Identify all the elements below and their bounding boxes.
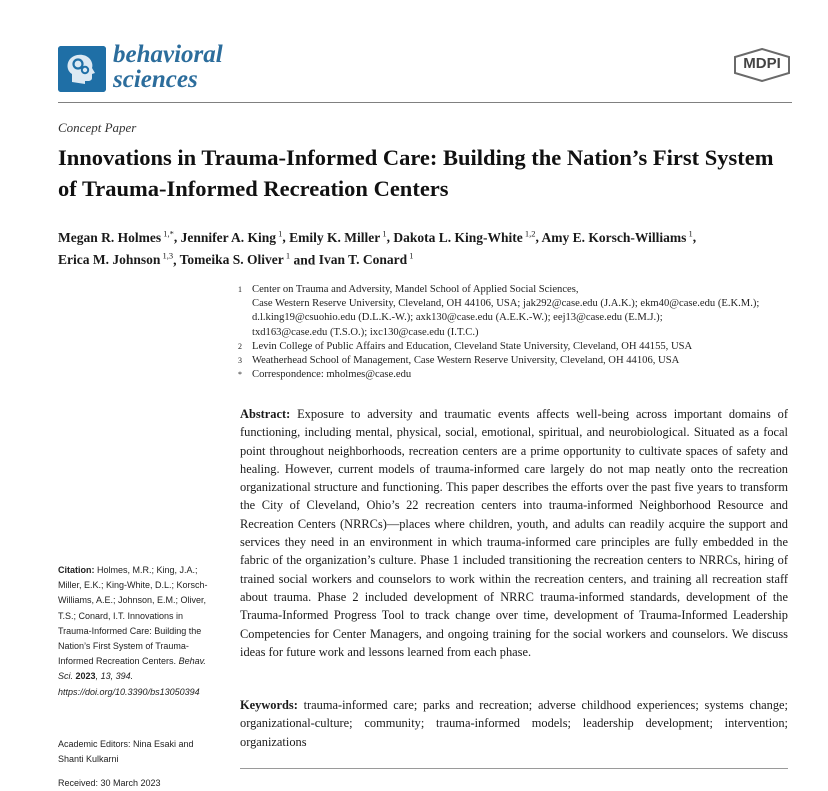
author-name: Emily K. Miller [289,229,381,245]
author-separator: , [282,229,290,245]
citation-block [58,563,218,700]
journal-name-line1: behavioral [113,41,223,68]
author-name: Tomeika S. Oliver [179,252,284,267]
author-separator: and [290,252,319,267]
citation-label: Citation: [58,565,95,575]
author-affiliation-sup: 1 [407,250,414,261]
keywords [240,696,788,751]
author[interactable] [180,252,291,267]
affiliation-item [238,354,808,368]
affiliation-mark: * [238,370,242,380]
author[interactable] [58,230,174,245]
citation-year: 2023 [75,671,96,682]
author-name: Jennifer A. King [180,229,276,245]
publisher-logo [732,48,792,82]
author-name: Amy E. Korsch-Williams [541,229,687,245]
academic-editors: Academic Editors: Nina Esaki and Shanti Kulkarni [58,739,194,765]
author-name: Dakota L. King-White [393,229,523,245]
abstract-text: Exposure to adversity and traumatic events affects well-being across important domains of functioning, including mental, physical, social, emotional, spiritual, and neurobiological. Situated as a focal point throughout neighborhoods, recreation centers are a prime opportunity to cultivate spaces of safety and healing. However, current models of trauma-informed care largely do not map neatly onto the recreation organizational structure and functioning. This paper describes the efforts over the past five years to transform the City of Cleveland, Ohio’s 22 recreation centers into trauma-informed Neighborhood Resource and Recreation Centers (NRRCs)—places where children, youth, and adults can readily acquire the support and services they need in an environment in which trauma-informed care principles are fully embedded in the fabric of the organization’s culture. Phase 1 included transitioning the recreation centers to NRRCs, hiring of trained social workers and counselors to work within the recreation centers, and training all recreation staff about trauma. Phase 2 included development of NRRC trauma-informed standards, development of the Trauma-Informed Progress Tool to track change over time, development of Trauma-Informed Leadership Competencies for Center Managers, and ongoing training for the social workers and counselors. We discuss ideas for future work and lessons learned from each phase. [240,407,788,659]
journal-logo-icon [58,46,106,92]
journal-name [113,42,223,92]
affiliation-line: d.l.king19@csuohio.edu (D.L.K.-W.); axk130@case.edu (A.E.K.-W.); eej13@case.edu (E.M.J.); [252,312,663,324]
affiliation-line: Weatherhead School of Management, Case Western Reserve University, Cleveland, OH 44106, USA [252,355,680,367]
keywords-label: Keywords: [240,698,298,712]
author-name: Ivan T. Conard [318,252,408,267]
author[interactable] [393,230,535,245]
section-divider [240,768,788,769]
author-affiliation-sup: 1,* [161,228,174,238]
author-separator: , [386,229,394,245]
abstract [240,405,788,661]
author-separator: , [173,229,181,245]
affiliation-line: Correspondence: mholmes@case.edu [252,369,412,381]
author-separator: , [535,229,542,245]
citation-text: Holmes, M.R.; King, J.A.; Miller, E.K.; King-White, D.L.; Korsch-Williams, A.E.; Johnson, E.M.; Oliver, T.S.; Conard, I.T. Innovations in Trauma-Informed Care: Building the Nation’s First System of Trauma-Informed Recreation Centers. [58,565,208,667]
author-affiliation-sup: 1,3 [160,250,174,261]
author[interactable] [181,230,283,245]
author[interactable] [319,252,414,267]
affiliation-item [238,368,808,382]
author-affiliation-sup: 1,2 [522,228,536,238]
affiliation-item [238,340,808,354]
head-gears-icon [58,46,106,92]
affiliation-line: txd163@case.edu (T.S.O.); ixc130@case.edu (I.T.C.) [252,326,479,338]
affiliation-line: Center on Trauma and Adversity, Mandel School of Applied Social Sciences, [252,284,579,295]
publisher-name: MDPI [743,55,781,72]
journal-name-line2: sciences [113,66,198,93]
affiliation-line: Levin College of Public Affairs and Education, Cleveland State University, Cleveland, OH 44155, USA [252,340,693,352]
abstract-label: Abstract: [240,407,291,421]
article-type: Concept Paper [58,120,137,135]
keywords-text: trauma-informed care; parks and recreation; adverse childhood experiences; systems change; organizational-culture; community; trauma-informed models; leadership development; intervention; organizations [240,698,788,749]
affiliation-mark: 3 [238,356,242,366]
author-affiliation-sup: 1 [283,250,291,261]
author[interactable] [289,230,386,245]
affiliation-text [252,354,808,368]
affiliation-line: Case Western Reserve University, Cleveland, OH 44106, USA; jak292@case.edu (J.A.K.); ekm40@case.edu (E.K.M.); [252,298,760,310]
author-separator: , [692,229,697,245]
citation-journal: Behav. Sci. [58,656,206,682]
affiliation-item [238,283,808,340]
affiliation-mark: 1 [238,285,242,294]
affiliation-text [252,340,808,354]
page-title: Innovations in Trauma-Informed Care: Building the Nation’s First System of Trauma-Informed Recreation Centers [58,145,774,201]
author-affiliation-sup: 1 [686,228,693,238]
author-affiliation-sup: 1 [276,228,283,238]
author-affiliation-sup: 1 [380,228,387,238]
citation-rest[interactable]: , 13, 394. https://doi.org/10.3390/bs13050394 [58,671,200,697]
author-list [58,224,798,269]
author[interactable] [542,230,693,245]
author-name: Megan R. Holmes [58,229,162,245]
author-name: Erica M. Johnson [58,252,161,267]
affiliation-mark: 2 [238,341,242,351]
affiliation-text [252,283,808,340]
affiliations [238,283,808,382]
received-date: Received: 30 March 2023 [58,778,161,788]
author[interactable] [58,252,173,267]
header-divider [58,102,792,103]
affiliation-text [252,368,808,382]
author-separator: , [173,252,180,267]
